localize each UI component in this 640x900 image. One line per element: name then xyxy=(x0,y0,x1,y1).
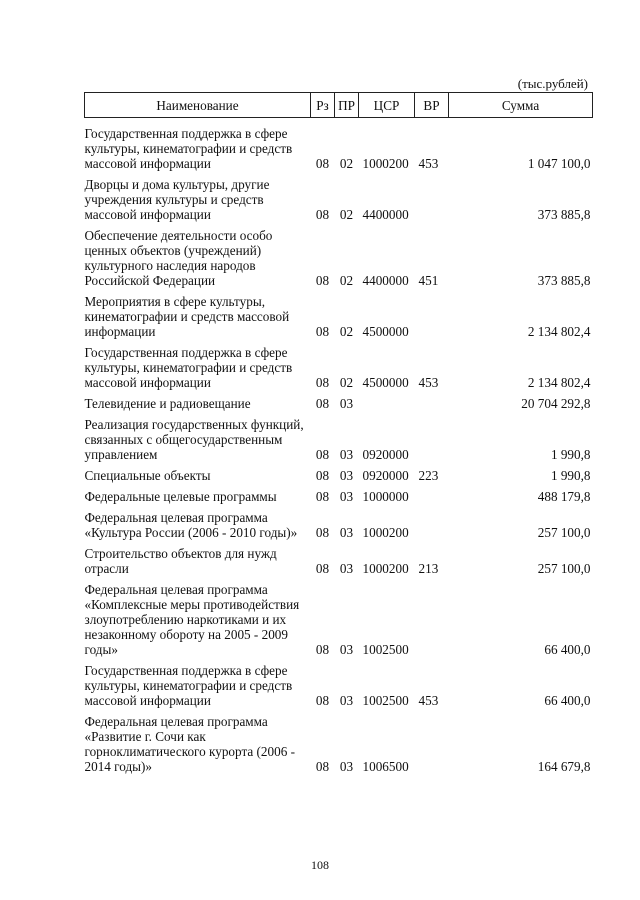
row-pr: 02 xyxy=(339,324,354,339)
table-row xyxy=(85,222,593,288)
row-csr: 1006500 xyxy=(362,759,409,774)
row-vr xyxy=(415,708,449,774)
table-row xyxy=(85,708,593,774)
row-vr xyxy=(415,411,449,462)
table-row xyxy=(85,576,593,657)
row-name: Федеральная целевая программа «Развитие г. Сочи как горноклиматического курорта (2006 - 2014 годы)» xyxy=(84,714,295,774)
row-name: Федеральная целевая программа «Комплексные меры противодействия злоупотреблению наркотиками и их незаконному обороту на 2005 - 2009 годы» xyxy=(84,582,300,657)
row-vr: 213 xyxy=(418,561,439,576)
row-sum: 20 704 292,8 xyxy=(521,396,591,411)
row-rz: 08 xyxy=(315,324,330,339)
row-name: Мероприятия в сфере культуры, кинематографии и средств массовой информации xyxy=(84,294,290,339)
row-rz: 08 xyxy=(315,447,330,462)
table-body xyxy=(85,118,593,775)
row-pr: 02 xyxy=(339,375,354,390)
row-sum: 1 047 100,0 xyxy=(527,156,591,171)
row-rz: 08 xyxy=(315,693,330,708)
row-vr: 453 xyxy=(418,156,439,171)
row-vr: 453 xyxy=(418,375,439,390)
row-pr: 03 xyxy=(339,468,354,483)
row-pr: 02 xyxy=(339,156,354,171)
row-vr xyxy=(415,288,449,339)
row-pr: 03 xyxy=(339,447,354,462)
row-vr xyxy=(415,171,449,222)
row-pr: 03 xyxy=(339,693,354,708)
row-name: Специальные объекты xyxy=(84,468,211,483)
row-vr: 223 xyxy=(418,468,439,483)
row-sum: 1 990,8 xyxy=(550,468,591,483)
row-vr: 453 xyxy=(418,693,439,708)
header-csr: ЦСР xyxy=(359,93,415,118)
row-name: Строительство объектов для нужд отрасли xyxy=(84,546,277,576)
row-sum: 66 400,0 xyxy=(544,693,591,708)
row-csr: 1000200 xyxy=(362,525,409,540)
row-rz: 08 xyxy=(315,375,330,390)
row-csr: 0920000 xyxy=(362,447,409,462)
row-vr: 451 xyxy=(418,273,439,288)
row-sum: 2 134 802,4 xyxy=(527,324,591,339)
row-sum: 257 100,0 xyxy=(537,525,591,540)
row-csr: 1000200 xyxy=(362,156,409,171)
row-sum: 373 885,8 xyxy=(537,273,591,288)
row-pr: 03 xyxy=(339,396,354,411)
row-csr: 4500000 xyxy=(362,375,409,390)
table-row xyxy=(85,118,593,172)
row-sum: 1 990,8 xyxy=(550,447,591,462)
row-sum: 488 179,8 xyxy=(537,489,591,504)
row-csr: 1002500 xyxy=(362,693,409,708)
header-name: Наименование xyxy=(85,93,311,118)
row-csr: 4500000 xyxy=(362,324,409,339)
row-pr: 03 xyxy=(339,489,354,504)
row-rz: 08 xyxy=(315,207,330,222)
table-header xyxy=(85,93,593,118)
row-vr xyxy=(415,576,449,657)
row-rz: 08 xyxy=(315,273,330,288)
row-name: Государственная поддержка в сфере культуры, кинематографии и средств массовой информации xyxy=(84,345,293,390)
row-name: Обеспечение деятельности особо ценных объектов (учреждений) культурного наследия народов Российской Федерации xyxy=(84,228,273,288)
row-sum: 257 100,0 xyxy=(537,561,591,576)
row-csr: 1002500 xyxy=(362,642,409,657)
row-name: Дворцы и дома культуры, другие учреждения культуры и средств массовой информации xyxy=(84,177,270,222)
row-name: Федеральная целевая программа «Культура России (2006 - 2010 годы)» xyxy=(84,510,298,540)
row-rz: 08 xyxy=(315,525,330,540)
row-rz: 08 xyxy=(315,561,330,576)
row-name: Федеральные целевые программы xyxy=(84,489,277,504)
row-csr: 0920000 xyxy=(362,468,409,483)
page-number: 108 xyxy=(311,858,329,872)
table-row xyxy=(85,411,593,462)
row-sum: 2 134 802,4 xyxy=(527,375,591,390)
row-vr xyxy=(415,504,449,540)
row-rz: 08 xyxy=(315,759,330,774)
header-vr: ВР xyxy=(415,93,449,118)
table-row xyxy=(85,288,593,339)
row-csr: 1000000 xyxy=(362,489,409,504)
row-vr xyxy=(415,483,449,504)
row-pr: 02 xyxy=(339,273,354,288)
table-row xyxy=(85,339,593,390)
row-csr: 4400000 xyxy=(362,273,409,288)
row-rz: 08 xyxy=(315,642,330,657)
row-csr xyxy=(359,390,415,411)
table-row xyxy=(85,462,593,483)
budget-table xyxy=(84,92,593,774)
table-row xyxy=(85,657,593,708)
row-vr xyxy=(415,390,449,411)
row-sum: 164 679,8 xyxy=(537,759,591,774)
table-row xyxy=(85,504,593,540)
row-csr: 4400000 xyxy=(362,207,409,222)
row-sum: 373 885,8 xyxy=(537,207,591,222)
table-row xyxy=(85,171,593,222)
row-name: Реализация государственных функций, связанных с общегосударственным управлением xyxy=(84,417,304,462)
units-label: (тыс.рублей) xyxy=(517,76,588,91)
row-name: Государственная поддержка в сфере культуры, кинематографии и средств массовой информации xyxy=(84,663,293,708)
row-name: Телевидение и радиовещание xyxy=(84,396,251,411)
row-rz: 08 xyxy=(315,468,330,483)
row-pr: 03 xyxy=(339,759,354,774)
table-row xyxy=(85,540,593,576)
row-sum: 66 400,0 xyxy=(544,642,591,657)
row-pr: 03 xyxy=(339,561,354,576)
row-csr: 1000200 xyxy=(362,561,409,576)
row-pr: 02 xyxy=(339,207,354,222)
row-rz: 08 xyxy=(315,489,330,504)
header-rz: Рз xyxy=(311,93,335,118)
table-row xyxy=(85,390,593,411)
row-pr: 03 xyxy=(339,525,354,540)
header-pr: ПР xyxy=(335,93,359,118)
row-rz: 08 xyxy=(315,156,330,171)
row-pr: 03 xyxy=(339,642,354,657)
header-sum: Сумма xyxy=(449,93,593,118)
row-name: Государственная поддержка в сфере культуры, кинематографии и средств массовой информации xyxy=(84,126,293,171)
row-rz: 08 xyxy=(315,396,330,411)
table-row xyxy=(85,483,593,504)
